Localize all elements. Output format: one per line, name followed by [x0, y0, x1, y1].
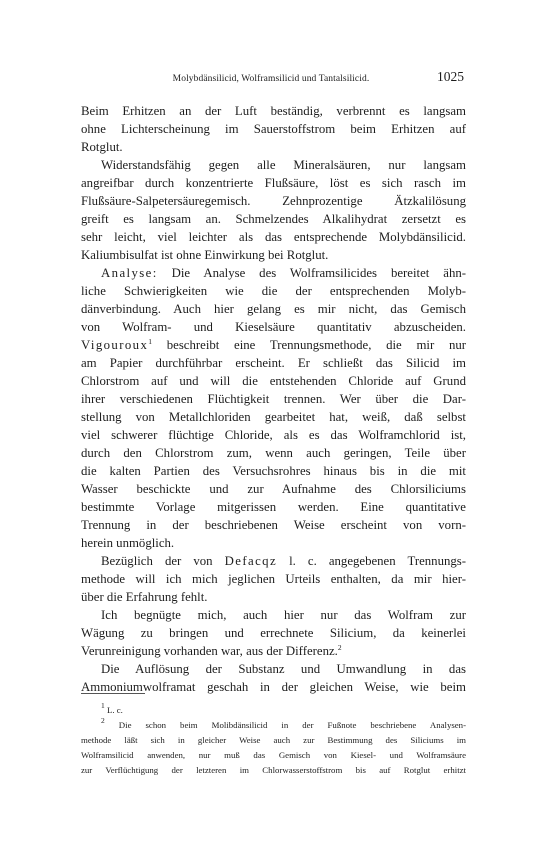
footnote-text: Die schon beim Molibdänsilicid in der Fußnote beschriebene Analysen-	[104, 720, 466, 730]
text-line: Widerstandsfähig gegen alle Mineralsäuren, nur langsam	[101, 158, 466, 172]
body-text	[81, 102, 466, 696]
text-line: bestimmte Vorlage mitgerissen werden. Eine quantitative	[81, 500, 466, 514]
text-line: Beim Erhitzen an der Luft beständig, verbrennt es langsam	[81, 104, 466, 118]
page-number: 1025	[437, 69, 464, 84]
text-line: Trennung in der beschriebenen Weise erscheint von vorn-	[81, 518, 466, 532]
author-name-vigouroux: Vigouroux	[81, 338, 149, 352]
footnote-mark-1: 1	[101, 701, 105, 710]
analysis-line	[81, 264, 466, 282]
text-line: Wägung zu bringen und errechnete Silicium, da keinerlei	[81, 626, 466, 640]
text-line: angreifbar durch konzentrierte Flußsäure, löst es sich rasch im	[81, 176, 466, 190]
text-line: Die Auflösung der Substanz und Umwandlung in das	[101, 662, 466, 676]
text-segment: Bezüglich der von	[101, 554, 225, 568]
footnote-ref-2: 2	[337, 643, 342, 652]
text-line: Rotglut.	[81, 140, 123, 154]
text-line: liche Schwierigkeiten wie die der entsprechenden Molyb-	[81, 284, 466, 298]
text-line: dänverbindung. Auch hier gelang es mir nicht, das Gemisch	[81, 302, 466, 316]
difference-line	[81, 642, 466, 660]
section-label-analyse: Analyse:	[101, 266, 158, 280]
footnote-text: L. c.	[104, 705, 123, 715]
footnote-divider	[81, 693, 145, 694]
text-line: durch den Chlorstrom zum, wenn auch geringen, Teile über	[81, 446, 466, 460]
vigouroux-line	[81, 336, 466, 354]
text-line: greift es langsam an. Schmelzendes Alkalihydrat zersetzt es	[81, 212, 466, 226]
footnote-1	[81, 703, 466, 718]
footnotes	[81, 703, 466, 778]
text-segment: Die Analyse des Wolframsilicides bereitet ähn-	[157, 266, 466, 280]
text-segment: l. c. angegebenen Trennungs-	[277, 554, 467, 568]
text-line: über die Erfahrung fehlt.	[81, 590, 208, 604]
footnote-2	[81, 718, 466, 733]
text-line: methode will ich mich jeglichen Urteils enthalten, da mir hier-	[81, 572, 466, 586]
footnote-line: Wolframsilicid anwenden, nur muß das Gemisch von Kiesel- und Wolframsäure	[81, 750, 466, 760]
text-line: von Wolfram- und Kieselsäure quantitativ abzuscheiden.	[81, 320, 466, 334]
text-line: Wasser beschickte und zur Aufnahme des Chlorsiliciums	[81, 482, 466, 496]
defacqz-line	[81, 552, 466, 570]
footnote-line: methode läßt sich in gleicher Weise auch zur Bestimmung des Siliciums im	[81, 735, 466, 745]
text-line: stellung von Metallchloriden gearbeitet hat, weiß, daß selbst	[81, 410, 466, 424]
text-line: herein unmöglich.	[81, 536, 175, 550]
footnote-ref-1: 1	[148, 337, 153, 346]
author-name-defacqz: Defacqz	[224, 554, 278, 568]
text-line: am Papier durchführbar erscheint. Er schließt das Silicid im	[81, 356, 466, 370]
text-segment: beschreibt eine Trennungsmethode, die mir nur	[152, 338, 466, 352]
text-line: sehr leicht, viel leichter als das entsprechende Molybdänsilicid.	[81, 230, 466, 244]
text-line: Chlorstrom auf und will die entstehenden Chloride auf Grund	[81, 374, 466, 388]
text-line: Flußsäure-Salpetersäuregemisch. Zehnprozentige Ätzkalilösung	[81, 194, 466, 208]
text-line: Kaliumbisulfat ist ohne Einwirkung bei Rotglut.	[81, 248, 329, 262]
text-line: Ich begnügte mich, auch hier nur das Wolfram zur	[101, 608, 466, 622]
text-line: die kalten Partien des Versuchsrohres hinaus bis in die mit	[81, 464, 466, 478]
footnote-line: zur Verflüchtigung der letzteren im Chlorwasserstoffstrom bis auf Rotglut erhitzt	[81, 765, 466, 775]
footnote-mark-2: 2	[101, 716, 105, 725]
running-header: Molybdänsilicid, Wolframsilicid und Tantalsilicid.	[172, 74, 370, 84]
text-line: ihrer verschiedenen Flüchtigkeit trennen. Wer über die Dar-	[81, 392, 466, 406]
text-line: viel schwerer flüchtige Chloride, als es das Wolframchlorid ist,	[81, 428, 466, 442]
text-line: Ammoniumwolframat geschah in der gleichen Weise, wie beim	[81, 680, 466, 694]
text-segment: Verunreinigung vorhanden war, aus der Differenz.	[81, 644, 338, 658]
text-line: ohne Lichterscheinung im Sauerstoffstrom beim Erhitzen auf	[81, 122, 466, 136]
